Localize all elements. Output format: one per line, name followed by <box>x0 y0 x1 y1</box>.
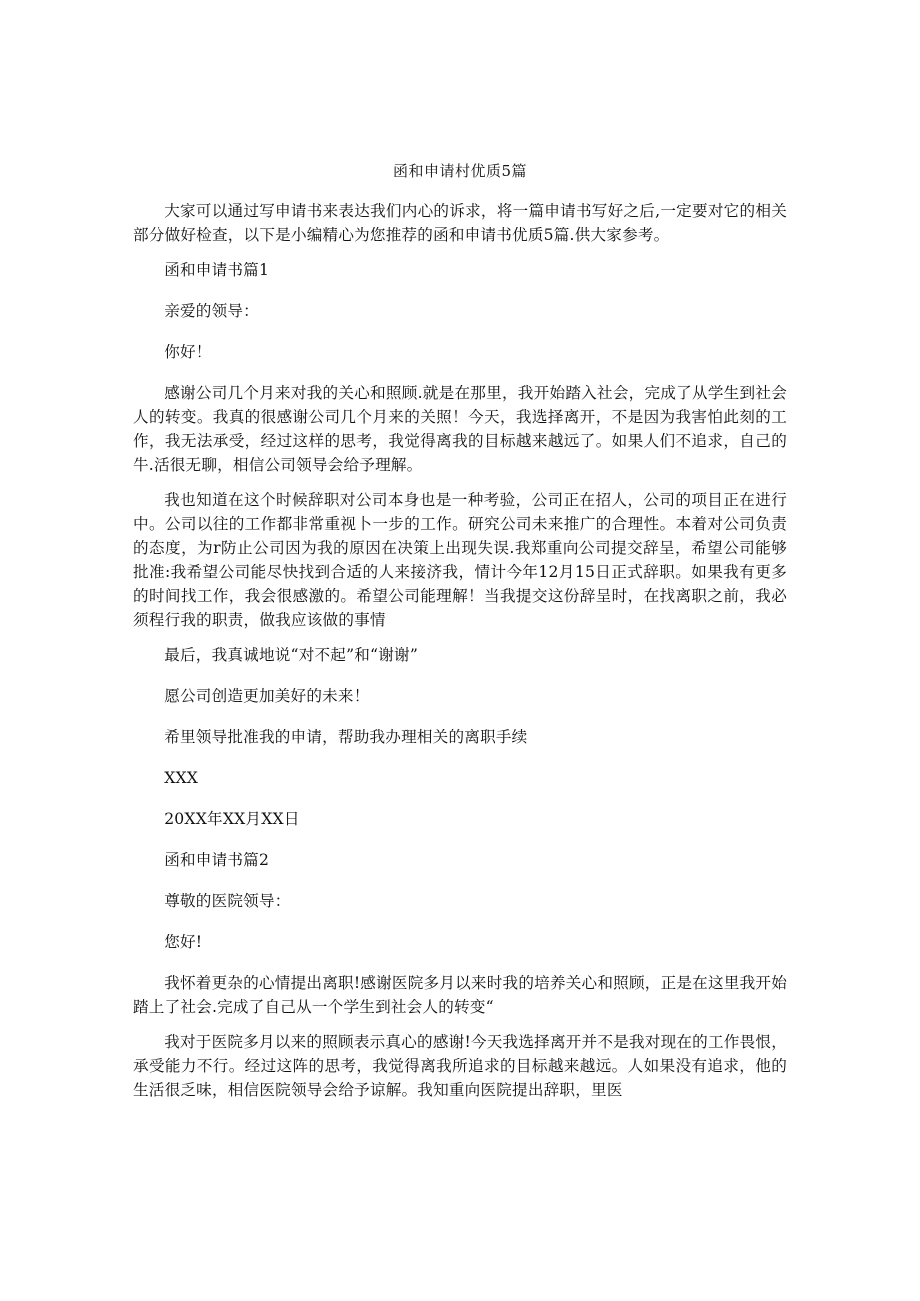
intro-paragraph: 大家可以通过写申请书来表达我们内心的诉求，将一篇申请书写好之后,一定要对它的相关部分做好检查，以下是小编精心为您推荐的函和申请书优质5篇.供大家参考。 <box>133 202 787 244</box>
body-paragraph-2b: 我对于医院多月以来的照顾表示真心的感谢!今天我选择离开并不是我对现在的工作畏恨，承受能力不行。经过这阵的思考，我觉得离我所追求的目标越来越远。人如果没有追求，他的生活很乏味，相信医院领导会给予谅解。我知重向医院提出辞职，里医 <box>133 1033 787 1099</box>
closing-line-1: 最后，我真诚地说“对不起”和“谢谢” <box>164 646 418 664</box>
greeting-2: 您好! <box>164 933 203 951</box>
signature-date: 20XX年XX月XX日 <box>164 810 300 828</box>
greeting-1: 你好！ <box>164 343 212 361</box>
body-paragraph-1a: 感谢公司几个月来对我的关心和照顾.就是在那里，我开始踏入社会，完成了从学生到社会人的转变。我真的很感谢公司几个月来的关照！今天，我选择离开，不是因为我害怕此刻的工作，我无法承受，经过这样的思考，我觉得离我的目标越来越远了。如果人们不追求，自己的牛.活很无聊，相信公司领导会给予理解。 <box>133 384 787 474</box>
signature-name: XXX <box>164 769 199 787</box>
document-body <box>133 199 787 1113</box>
closing-line-2: 愿公司创造更加美好的未来！ <box>164 687 370 705</box>
closing-line-3: 希里领导批准我的申请，帮助我办理相关的离职手续 <box>164 728 528 746</box>
section-heading-1: 函和申请书篇1 <box>164 261 270 279</box>
salutation-2: 尊敬的医院领导： <box>164 892 291 910</box>
section-heading-2: 函和申请书篇2 <box>164 851 270 869</box>
document-title: 函和申请村优质5篇 <box>392 162 528 180</box>
body-paragraph-1b: 我也知道在这个时候辞职对公司本身也是一种考验，公司正在招人，公司的项目正在进行中。公司以往的工作都非常重视卜一步的工作。研究公司未来推广的合理性。本着对公司负责的态度，为r防止公司因为我的原因在决策上出现失误.我郑重向公司提交辞呈，希望公司能够批准:我希望公司能尽快找到合适的人来接济我，情计今年12月15日正式辞职。如果我有更多的时间找工作，我会很感激的。希望公司能理解！当我提交这份辞呈时，在找离职之前，我必须程行我的职责，做我应该做的事情 <box>133 491 787 629</box>
body-paragraph-2a: 我怀着更杂的心情提出离职!感谢医院多月以来时我的培养关心和照顾，正是在这里我开始踏上了社会.完成了自己从一个学生到社会人的转变“ <box>133 974 787 1016</box>
salutation-1: 亲爱的领导： <box>164 302 259 320</box>
